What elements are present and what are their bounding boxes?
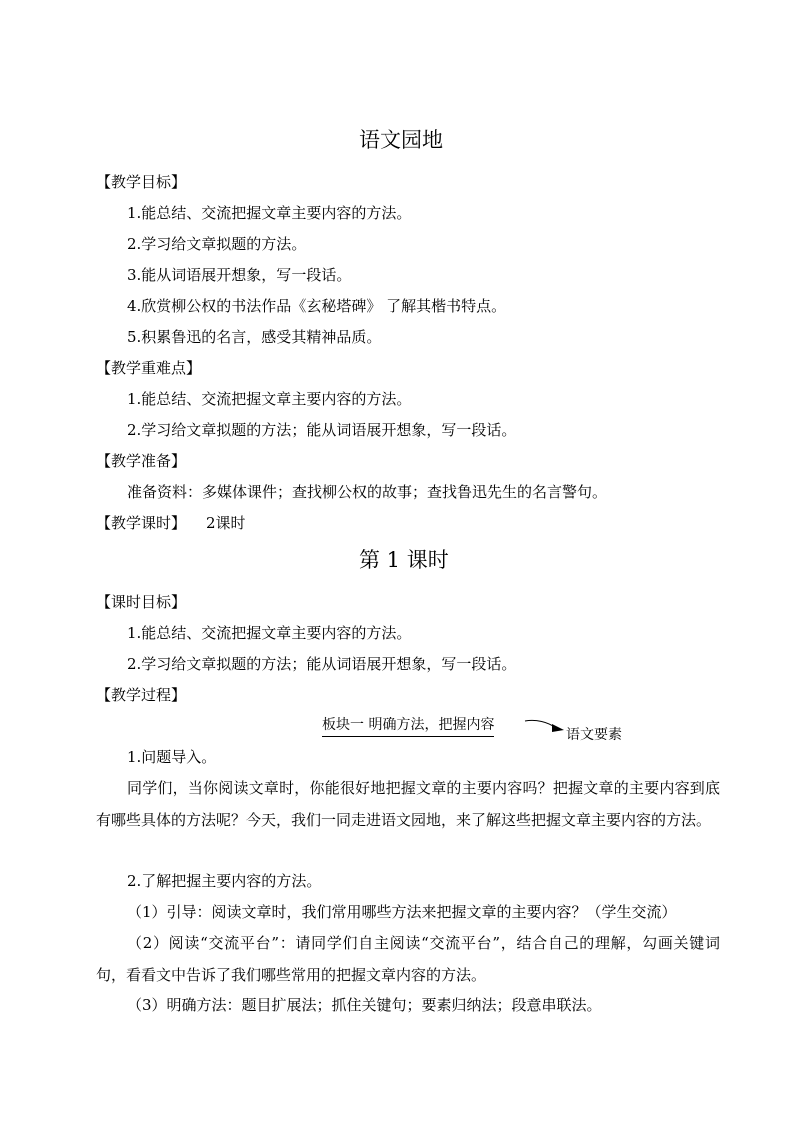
goals-heading: 【课时目标】 [96, 593, 187, 611]
objective-item: 2.学习给文章拟题的方法。 [127, 235, 307, 253]
sub-step: （3）明确方法：题目扩展法；抓住关键句；要素归纳法；段意串联法。 [127, 996, 602, 1014]
page-title: 语文园地 [359, 128, 443, 152]
module-label: 板块一 明确方法，把握内容 [322, 715, 494, 737]
objective-item: 4.欣赏柳公权的书法作品《玄秘塔碑》 了解其楷书特点。 [127, 297, 507, 315]
intro-paragraph: 同学们，当你阅读文章时，你能很好地把握文章的主要内容吗？把握文章的主要内容到底有哪些具体的方法呢？今天，我们一同走进语文园地，来了解这些把握文章主要内容的方法。 [96, 779, 720, 829]
key-point-item: 2.学习给文章拟题的方法；能从词语展开想象，写一段话。 [127, 421, 517, 439]
objective-item: 5.积累鲁迅的名言，感受其精神品质。 [127, 328, 382, 346]
step-heading: 2.了解把握主要内容的方法。 [127, 872, 322, 890]
sub-step-paragraph: （2）阅读“交流平台”：请同学们自主阅读“交流平台”，结合自己的理解，勾画关键词句，看看文中告诉了我们哪些常用的把握文章内容的方法。 [96, 934, 720, 984]
key-points-heading: 【教学重难点】 [96, 359, 202, 377]
objective-item: 1.能总结、交流把握文章主要内容的方法。 [127, 204, 412, 222]
objective-item: 3.能从词语展开想象，写一段话。 [127, 266, 352, 284]
step-heading: 1.问题导入。 [127, 748, 217, 766]
lesson-title: 第 1 课时 [359, 548, 449, 572]
preparation-text: 准备资料：多媒体课件；查找柳公权的故事；查找鲁迅先生的名言警句。 [127, 483, 608, 501]
curved-arrow-icon [524, 718, 566, 734]
sub-step: （1）引导：阅读文章时，我们常用哪些方法来把握文章的主要内容？（学生交流） [127, 903, 677, 921]
objectives-heading: 【教学目标】 [96, 173, 187, 191]
key-point-item: 1.能总结、交流把握文章主要内容的方法。 [127, 390, 412, 408]
hours-value: 2课时 [206, 514, 246, 532]
hours-heading: 【教学课时】 [96, 514, 187, 532]
goal-item: 2.学习给文章拟题的方法；能从词语展开想象，写一段话。 [127, 655, 517, 673]
goal-item: 1.能总结、交流把握文章主要内容的方法。 [127, 624, 412, 642]
module-tag: 语文要素 [566, 727, 622, 743]
preparation-heading: 【教学准备】 [96, 452, 187, 470]
process-heading: 【教学过程】 [96, 686, 187, 704]
